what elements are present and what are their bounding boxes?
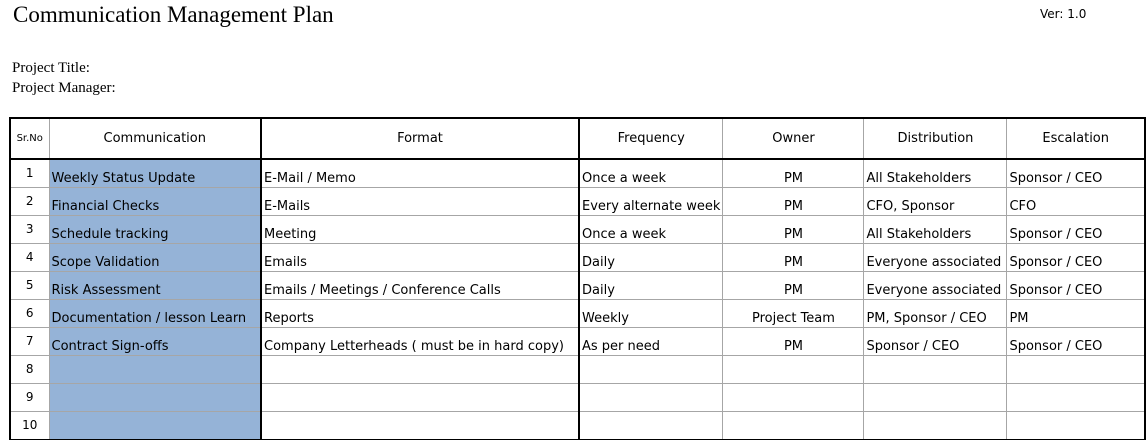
cell-escalation[interactable] xyxy=(1007,412,1145,440)
cell-format[interactable]: Emails / Meetings / Conference Calls xyxy=(261,272,579,300)
cell-srno[interactable]: 2 xyxy=(10,188,49,216)
cell-frequency[interactable]: Weekly xyxy=(579,300,723,328)
table-row xyxy=(10,356,1145,384)
cell-format[interactable] xyxy=(261,356,579,384)
cell-communication[interactable]: Risk Assessment xyxy=(49,272,261,300)
header-distribution[interactable]: Distribution xyxy=(864,118,1007,159)
table-row xyxy=(10,412,1145,440)
table-row xyxy=(10,272,1145,300)
cell-format[interactable]: Emails xyxy=(261,244,579,272)
cell-escalation[interactable]: Sponsor / CEO xyxy=(1007,159,1145,188)
cell-escalation[interactable]: CFO xyxy=(1007,188,1145,216)
table-row xyxy=(10,384,1145,412)
cell-escalation[interactable]: Sponsor / CEO xyxy=(1007,244,1145,272)
header-format[interactable]: Format xyxy=(261,118,579,159)
header-escalation[interactable]: Escalation xyxy=(1007,118,1145,159)
cell-distribution[interactable]: CFO, Sponsor xyxy=(864,188,1007,216)
table-header-row xyxy=(10,118,1145,159)
cell-distribution[interactable] xyxy=(864,356,1007,384)
cell-format[interactable] xyxy=(261,412,579,440)
cell-escalation[interactable]: Sponsor / CEO xyxy=(1007,328,1145,356)
header-communication[interactable]: Communication xyxy=(49,118,261,159)
table-row xyxy=(10,300,1145,328)
header-srno[interactable]: Sr.No xyxy=(10,118,49,159)
cell-communication[interactable] xyxy=(49,412,261,440)
cell-frequency[interactable] xyxy=(579,356,723,384)
cell-distribution[interactable]: PM, Sponsor / CEO xyxy=(864,300,1007,328)
table-row xyxy=(10,159,1145,188)
cell-format[interactable]: Reports xyxy=(261,300,579,328)
cell-srno[interactable]: 4 xyxy=(10,244,49,272)
cell-distribution[interactable]: Sponsor / CEO xyxy=(864,328,1007,356)
cell-communication[interactable]: Weekly Status Update xyxy=(49,159,261,188)
cell-owner[interactable]: Project Team xyxy=(723,300,864,328)
cell-frequency[interactable]: Once a week xyxy=(579,159,723,188)
cell-distribution[interactable] xyxy=(864,412,1007,440)
cell-escalation[interactable]: Sponsor / CEO xyxy=(1007,272,1145,300)
cell-format[interactable]: E-Mail / Memo xyxy=(261,159,579,188)
table-row xyxy=(10,188,1145,216)
cell-owner[interactable] xyxy=(723,356,864,384)
cell-owner[interactable]: PM xyxy=(723,272,864,300)
cell-distribution[interactable] xyxy=(864,384,1007,412)
cell-frequency[interactable]: Daily xyxy=(579,272,723,300)
cell-communication[interactable]: Contract Sign-offs xyxy=(49,328,261,356)
cell-srno[interactable]: 10 xyxy=(10,412,49,440)
cell-escalation[interactable] xyxy=(1007,356,1145,384)
cell-communication[interactable]: Documentation / lesson Learn xyxy=(49,300,261,328)
table-row xyxy=(10,216,1145,244)
cell-owner[interactable] xyxy=(723,384,864,412)
header-frequency[interactable]: Frequency xyxy=(579,118,723,159)
cell-communication[interactable]: Schedule tracking xyxy=(49,216,261,244)
cell-communication[interactable]: Scope Validation xyxy=(49,244,261,272)
cell-owner[interactable]: PM xyxy=(723,328,864,356)
cell-format[interactable]: E-Mails xyxy=(261,188,579,216)
project-manager-label: Project Manager: xyxy=(12,80,116,96)
communication-plan-table xyxy=(9,117,1146,440)
document-title: Communication Management Plan xyxy=(13,2,334,27)
cell-frequency[interactable]: Once a week xyxy=(579,216,723,244)
cell-distribution[interactable]: Everyone associated xyxy=(864,272,1007,300)
cell-format[interactable]: Meeting xyxy=(261,216,579,244)
cell-srno[interactable]: 5 xyxy=(10,272,49,300)
cell-distribution[interactable]: Everyone associated xyxy=(864,244,1007,272)
cell-srno[interactable]: 1 xyxy=(10,159,49,188)
cell-communication[interactable] xyxy=(49,356,261,384)
cell-format[interactable]: Company Letterheads ( must be in hard copy) xyxy=(261,328,579,356)
version-label: Ver: 1.0 xyxy=(1040,7,1087,21)
table-row xyxy=(10,244,1145,272)
cell-frequency[interactable]: As per need xyxy=(579,328,723,356)
project-title-label: Project Title: xyxy=(12,60,90,76)
cell-escalation[interactable]: PM xyxy=(1007,300,1145,328)
cell-escalation[interactable] xyxy=(1007,384,1145,412)
cell-srno[interactable]: 7 xyxy=(10,328,49,356)
cell-distribution[interactable]: All Stakeholders xyxy=(864,159,1007,188)
cell-frequency[interactable] xyxy=(579,412,723,440)
cell-srno[interactable]: 3 xyxy=(10,216,49,244)
cell-srno[interactable]: 6 xyxy=(10,300,49,328)
cell-communication[interactable] xyxy=(49,384,261,412)
cell-format[interactable] xyxy=(261,384,579,412)
header-owner[interactable]: Owner xyxy=(723,118,864,159)
table-row xyxy=(10,328,1145,356)
cell-frequency[interactable]: Every alternate week xyxy=(579,188,723,216)
cell-frequency[interactable]: Daily xyxy=(579,244,723,272)
cell-escalation[interactable]: Sponsor / CEO xyxy=(1007,216,1145,244)
cell-srno[interactable]: 9 xyxy=(10,384,49,412)
cell-owner[interactable]: PM xyxy=(723,244,864,272)
cell-frequency[interactable] xyxy=(579,384,723,412)
cell-srno[interactable]: 8 xyxy=(10,356,49,384)
cell-owner[interactable]: PM xyxy=(723,188,864,216)
cell-owner[interactable] xyxy=(723,412,864,440)
cell-owner[interactable]: PM xyxy=(723,159,864,188)
cell-communication[interactable]: Financial Checks xyxy=(49,188,261,216)
cell-owner[interactable]: PM xyxy=(723,216,864,244)
cell-distribution[interactable]: All Stakeholders xyxy=(864,216,1007,244)
